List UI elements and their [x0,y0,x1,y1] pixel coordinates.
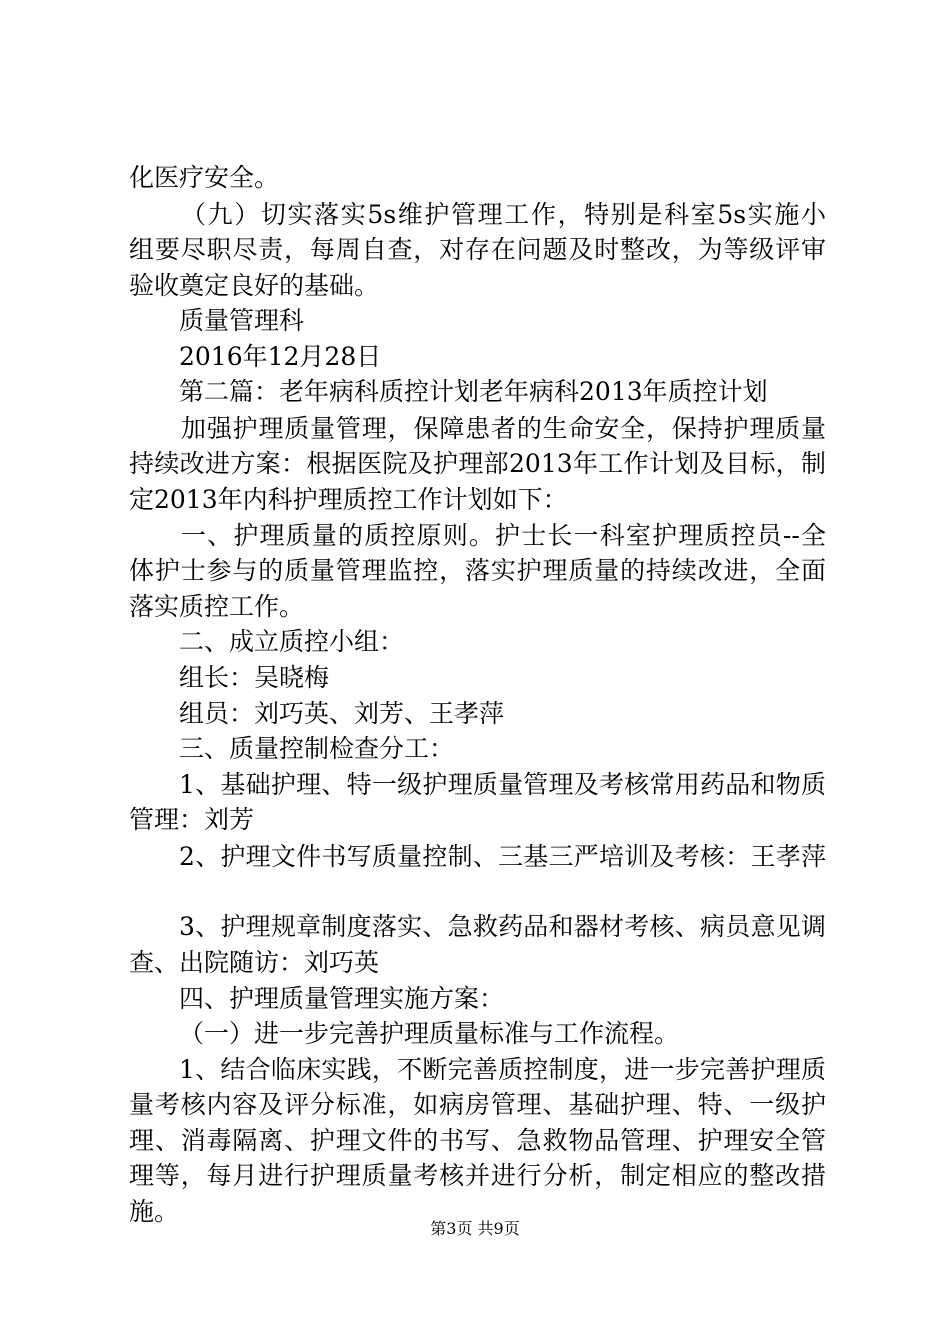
text-line: 理等，每月进行护理质量考核并进行分析，制定相应的整改措 [129,1161,826,1190]
text-line: 第二篇：老年病科质控计划老年病科2013年质控计划 [179,377,768,406]
text-line: 持续改进方案：根据医院及护理部2013年工作计划及目标，制 [129,449,826,478]
page-number-footer: 第3页 共9页 [430,1219,520,1238]
text-line: 化医疗安全。 [129,163,280,192]
text-line: 2016年12月28日 [179,342,382,371]
text-line: 施。 [129,1197,180,1226]
text-line: 验收奠定良好的基础。 [129,271,380,300]
text-line: 质量管理科 [179,306,305,335]
text-line: 量考核内容及评分标准，如病房管理、基础护理、特、一级护 [129,1090,826,1119]
text-line: 2、护理文件书写质量控制、三基三严培训及考核：王孝萍 [179,842,826,871]
text-line: 四、护理质量管理实施方案： [179,984,505,1013]
text-line: 组要尽职尽责，每周自查，对存在问题及时整改，为等级评审 [129,235,826,264]
text-line: 组员：刘巧英、刘芳、王孝萍 [179,699,505,728]
text-line: 三、质量控制检查分工： [179,734,455,763]
text-line: 1、基础护理、特一级护理质量管理及考核常用药品和物质 [179,770,826,799]
text-line: 查、出院随访：刘巧英 [129,948,380,977]
text-line: （九）切实落实5s维护管理工作，特别是科室5s实施小 [181,200,826,229]
text-line: 管理：刘芳 [129,805,255,834]
text-line: 加强护理质量管理，保障患者的生命安全，保持护理质量 [181,414,826,443]
text-line: 组长：吴晓梅 [179,663,330,692]
text-line: 1、结合临床实践，不断完善质控制度，进一步完善护理质 [179,1055,826,1084]
text-line: 体护士参与的质量管理监控，落实护理质量的持续改进，全面 [129,556,826,585]
text-line: 落实质控工作。 [129,592,305,621]
text-line: 3、护理规章制度落实、急救药品和器材考核、病员意见调 [179,912,826,941]
text-line: 一、护理质量的质控原则。护士长一科室护理质控员--全 [181,521,826,550]
text-line: 二、成立质控小组： [179,627,405,656]
text-line: 定2013年内科护理质控工作计划如下： [129,485,568,514]
text-line: 理、消毒隔离、护理文件的书写、急救物品管理、护理安全管 [129,1126,826,1155]
text-line: （一）进一步完善护理质量标准与工作流程。 [179,1019,680,1048]
